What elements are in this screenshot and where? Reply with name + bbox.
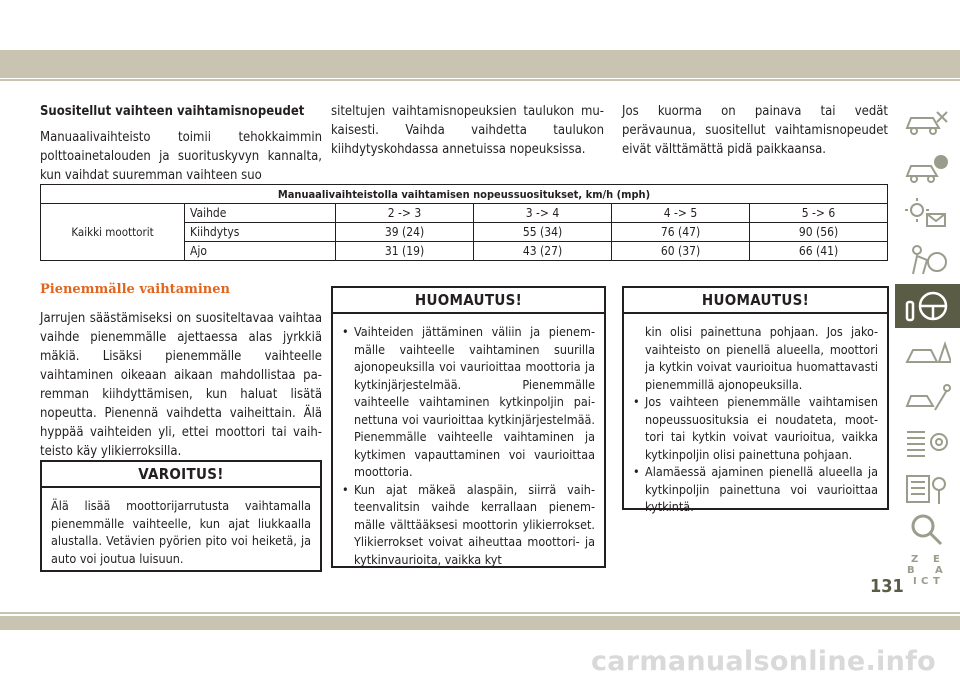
- svg-text:I: I: [913, 576, 917, 587]
- note-box-2: [622, 286, 889, 514]
- note-title: HUOMAUTUS!: [333, 288, 604, 314]
- paragraph: Manuaalivaihteisto toimii tehokkaimmin polttoainetalouden ja suorituskyvyn kannalta, kun vaihdat suuremman vaihteen suo: [40, 130, 322, 183]
- search-icon[interactable]: [895, 508, 960, 552]
- page-number: 131: [870, 576, 904, 597]
- list-item: • Vaihteiden jättäminen väliin ja pienemmälle vaihteelle vaihtaminen suurilla ajonopeuksilla voi vaurioittaa moottoria ja kytkinjärjestelmää. Pienemmälle vaihteelle vaihtaminen kytkinpoljin painettuna voi vaurioittaa kytkinjärjestelmää. Pienemmälle vaihteelle vaihtaminen ja kytkimen vapauttaminen voi vaurioittaa moottoria.: [342, 323, 595, 481]
- table-cell: 3 -> 4: [474, 204, 612, 223]
- table-title: Manuaalivaihteistolla vaihtamisen nopeussuositukset, km/h (mph): [41, 185, 888, 204]
- row-label: Kiihdytys: [185, 223, 336, 242]
- paragraph: Jarrujen säästämiseksi on suositeltavaa vaihtaa vaihde pienemmälle ajettaessa alas jyrkkiä mäkiä. Lisäksi pienemmälle vaihteelle vaihtaminen oikeaan aikaan mahdollistaa paremman kiihdyttämisen, kun haluat lisätä nopeutta. Pienennä vaihdetta vaiheittain. Älä hyppää vaihteiden yli, ettei moottori tai vaihteisto käy ylikierroksilla.: [40, 311, 322, 459]
- list-item: • Jos vaihteen pienemmälle vaihtamisen nopeussuosituksia ei noudateta, moottori tai kytkin voivat vaurioitua, vaikka kytkinpoljin olisi painettuna pohjaan.: [633, 393, 878, 463]
- table-cell: 66 (41): [750, 242, 888, 261]
- table-cell: 55 (34): [474, 223, 612, 242]
- engine-cell: Kaikki moottorit: [41, 204, 185, 261]
- svg-text:B: B: [907, 565, 915, 576]
- table-cell: 2 -> 3: [336, 204, 474, 223]
- steering-wheel-icon[interactable]: [895, 284, 960, 328]
- section-heading: Suositellut vaihteen vaihtamisnopeudet: [40, 104, 305, 119]
- roadside-warning-icon[interactable]: [895, 330, 960, 374]
- section-heading-orange: Pienemmälle vaihtaminen: [40, 282, 230, 297]
- table-cell: 39 (24): [336, 223, 474, 242]
- column-3: [622, 102, 888, 159]
- footer-band: [0, 616, 960, 630]
- header-rule: [0, 79, 960, 81]
- shift-speed-table: [40, 184, 888, 261]
- list-item: • Kun ajat mäkeä alaspäin, siirrä vaihteenvalitsin vaihde kerrallaan pienemmälle välttääksesi moottorin ylikierrokset. Ylikierrokset voivat aiheuttaa moottori- ja kytkinvaurioita, vaikka kyt: [342, 481, 595, 569]
- warning-title: VAROITUS!: [42, 462, 320, 488]
- svg-text:A: A: [935, 565, 943, 576]
- note-box-1: [331, 286, 606, 568]
- table-row: [41, 204, 888, 223]
- table-cell: 5 -> 6: [750, 204, 888, 223]
- warning-box: [40, 460, 322, 572]
- row-label: Ajo: [185, 242, 336, 261]
- table-cell: 4 -> 5: [612, 204, 750, 223]
- paragraph: Jos kuorma on painava tai vedät perävaunua, suositellut vaihtamisnopeudet eivät välttämättä pidä paikkaansa.: [622, 104, 888, 157]
- multimedia-icon[interactable]: [895, 468, 960, 512]
- warning-body: Älä lisää moottorijarrutusta vaihtamalla pienemmälle vaihteelle, kun ajat liukkaalla alustalla. Vetävien pyörien pito voi heiketä, ja auto voi joutua luisuun.: [51, 498, 311, 566]
- footer-rule: [0, 612, 960, 614]
- svg-text:Z: Z: [911, 554, 919, 565]
- table-cell: 43 (27): [474, 242, 612, 261]
- dashboard-lights-icon[interactable]: [895, 192, 960, 236]
- header-band: [0, 50, 960, 78]
- table-cell: 60 (37): [612, 242, 750, 261]
- row-label: Vaihde: [185, 204, 336, 223]
- table-cell: 90 (56): [750, 223, 888, 242]
- list-item: • Alamäessä ajaminen pienellä alueella ja kytkinpoljin painettuna voi vaurioittaa kytkintä.: [633, 463, 878, 516]
- car-info-icon[interactable]: [895, 100, 960, 144]
- column-1: [40, 102, 322, 185]
- index-icon[interactable]: [895, 548, 960, 592]
- note-continuation: kin olisi painettuna pohjaan. Jos jakovaihteisto on pienellä alueella, moottori ja kytkin voivat vaurioitua huomattavasti pienemmillä ajonopeuksilla.: [645, 324, 878, 392]
- paragraph: siteltujen vaihtamisnopeuksien taulukon mukaisesti. Vaihda vaihdetta taulukon kiihdytyskohdassa annetuissa nopeuksissa.: [331, 104, 604, 157]
- column-4: [40, 309, 322, 461]
- svg-text:T: T: [933, 576, 940, 587]
- table-cell: 76 (47): [612, 223, 750, 242]
- watermark: carmanualsonline.info: [590, 646, 936, 677]
- svg-text:E: E: [933, 554, 940, 565]
- airbag-safety-icon[interactable]: [895, 238, 960, 282]
- table-cell: 31 (19): [336, 242, 474, 261]
- svg-text:C: C: [921, 576, 929, 587]
- specifications-icon[interactable]: [895, 422, 960, 466]
- car-warning-light-icon[interactable]: [895, 146, 960, 190]
- note-title: HUOMAUTUS!: [624, 288, 887, 314]
- wrench-service-icon[interactable]: [895, 376, 960, 420]
- column-2: [331, 102, 604, 159]
